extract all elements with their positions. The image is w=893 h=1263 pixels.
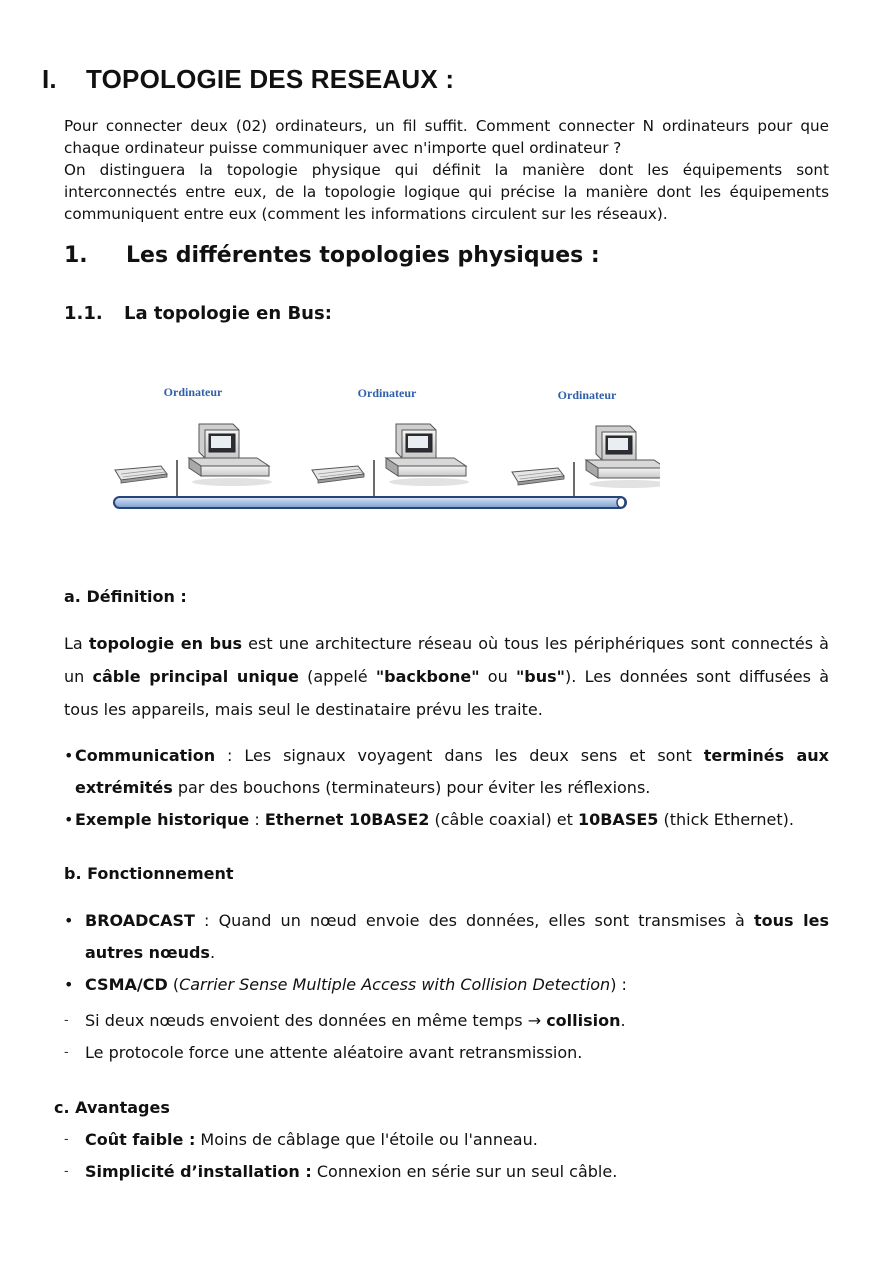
computer-label: Ordinateur	[163, 385, 223, 399]
dash-icon: -	[64, 1013, 69, 1028]
bold-term: câble principal unique	[92, 667, 299, 686]
avantages-list	[64, 1124, 829, 1188]
list-item	[64, 1156, 829, 1188]
bold-term: Simplicité d’installation :	[85, 1162, 312, 1181]
bold-term: tous les autres nœuds	[85, 911, 829, 962]
bold-term: Communication	[75, 746, 216, 765]
dash-icon: -	[64, 1164, 69, 1179]
section-heading-3	[64, 303, 332, 324]
text-run: Moins de câblage que l'étoile ou l'anneau.	[195, 1130, 538, 1149]
section-heading-1	[42, 64, 454, 95]
list-item	[64, 905, 829, 969]
bold-term: CSMA/CD	[85, 975, 168, 994]
bold-term: Ethernet 10BASE2	[264, 810, 430, 829]
bold-term: BROADCAST	[85, 911, 195, 930]
text-run: ) :	[610, 975, 627, 994]
list-item	[64, 1124, 829, 1156]
text-run: : Les signaux voyagent dans les deux sens et sont	[215, 746, 704, 765]
bus-cable	[114, 497, 626, 508]
bold-term: Coût faible :	[85, 1130, 196, 1149]
text-run: La	[64, 634, 89, 653]
bold-term: 10BASE5	[577, 810, 659, 829]
text-run: .	[620, 1011, 626, 1030]
subheading-avantages: c. Avantages	[54, 1098, 170, 1117]
definition-bullets	[64, 740, 829, 836]
section-title: Les différentes topologies physiques :	[126, 243, 600, 268]
text-run: Si deux nœuds envoient des données en même temps →	[85, 1011, 547, 1030]
section-title: TOPOLOGIE DES RESEAUX :	[86, 64, 455, 94]
text-run: (	[167, 975, 180, 994]
dash-icon: -	[64, 1045, 69, 1060]
subheading-fonctionnement: b. Fonctionnement	[64, 864, 234, 883]
computer-2	[312, 424, 469, 500]
text-run: .	[209, 943, 216, 962]
subheading-definition: a. Définition :	[64, 587, 187, 606]
list-item	[64, 1037, 829, 1069]
text-run: : Quand un nœud envoie des données, elles sont transmises à	[194, 911, 754, 930]
bullet-icon: •	[64, 911, 74, 930]
text-run: (appelé	[298, 667, 376, 686]
text-run: (câble coaxial) et	[429, 810, 578, 829]
text-run: Connexion en série sur un seul câble.	[311, 1162, 618, 1181]
bold-term: "backbone"	[375, 667, 480, 686]
section-number: 1.1.	[64, 303, 103, 324]
text-run: (thick Ethernet).	[658, 810, 794, 829]
text-run: ). Les données sont diffusées à tous les appareils, mais seul le destinataire prévu les traite.	[64, 667, 830, 719]
bold-term: "bus"	[515, 667, 566, 686]
list-item	[64, 804, 829, 836]
bullet-icon: •	[64, 810, 74, 829]
intro-paragraph: On distinguera la topologie physique qui définit la manière dont les équipements sont interconnectés entre eux, de la topologie logique qui précise la manière dont les équipements communiquent entre eux (comment les informations circulent sur les réseaux).	[64, 161, 829, 223]
dash-icon: -	[64, 1132, 69, 1147]
computer-3	[512, 426, 660, 502]
list-item	[64, 969, 829, 1001]
text-run: est une architecture réseau où tous les périphériques sont connectés à un	[64, 634, 829, 686]
section-number: I.	[42, 64, 57, 94]
list-item	[64, 740, 829, 804]
intro-paragraph: Pour connecter deux (02) ordinateurs, un fil suffit. Comment connecter N ordinateurs pour que chaque ordinateur puisse communiquer avec n'importe quel ordinateur ?	[64, 117, 829, 157]
text-run: ou	[479, 667, 516, 686]
list-item	[64, 1005, 829, 1037]
bold-term: terminés aux extrémités	[75, 746, 829, 797]
bold-term: Exemple historique	[75, 810, 250, 829]
definition-paragraph	[64, 627, 829, 726]
bus-topology-diagram	[100, 378, 660, 518]
text-run: Le protocole force une attente aléatoire avant retransmission.	[85, 1043, 583, 1062]
computer-label: Ordinateur	[357, 386, 417, 400]
italic-term: Carrier Sense Multiple Access with Collision Detection	[179, 975, 611, 994]
text-run: par des bouchons (terminateurs) pour éviter les réflexions.	[172, 778, 651, 797]
computer-1	[115, 424, 272, 500]
section-heading-2	[64, 243, 600, 268]
bold-term: topologie en bus	[88, 634, 243, 653]
fonctionnement-list	[64, 905, 829, 1069]
text-run: :	[249, 810, 265, 829]
intro-paragraphs	[64, 115, 829, 225]
bullet-icon: •	[64, 746, 74, 765]
bullet-icon: •	[64, 975, 74, 994]
section-number: 1.	[64, 243, 88, 268]
bold-term: collision	[546, 1011, 621, 1030]
section-title: La topologie en Bus:	[124, 303, 332, 324]
computer-label: Ordinateur	[557, 388, 617, 402]
